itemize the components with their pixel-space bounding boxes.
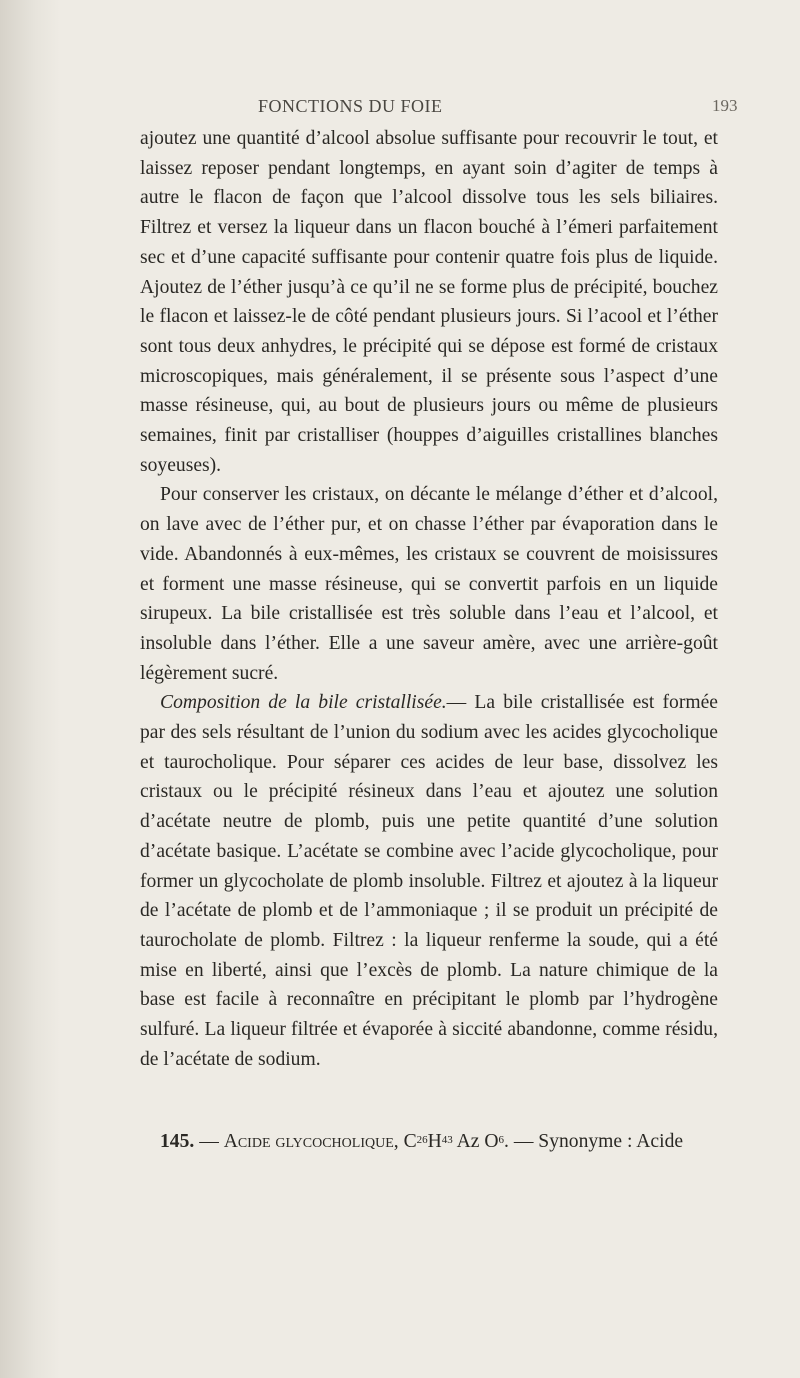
page-number: 193 [712,96,738,115]
compound-entry [160,1127,730,1157]
body-text [140,124,718,1075]
entry-number: 145. [160,1131,195,1152]
entry-tail: . — Synonyme : Acide [504,1131,684,1152]
formula-az-o: Az O [452,1131,499,1152]
paragraph: Pour conserver les cristaux, on décante le mélange d’éther et d’alcool, on lave avec de l’éther pur, et on chasse l’éther par évaporation dans le vide. Abandonnés à eux-mêmes, les cristaux se couvrent de moisissures et forment une masse résineuse, qui se convertit parfois en un liquide sirupeux. La bile cristallisée est très soluble dans l’eau et l’alcool, et insoluble dans l’éther. Elle a une saveur amère, avec une arrière-goût légèrement sucré. [140,484,718,684]
formula-h: H [427,1131,442,1152]
paragraph [140,688,718,1074]
paragraph: ajoutez une quantité d’alcool absolue suffisante pour recouvrir le tout, et laissez reposer pendant longtemps, en ayant soin d’agiter de temps à autre le flacon de façon que l’alcool dissolve tous les sels biliaires. Filtrez et versez la liqueur dans un flacon bouché à l’émeri parfaitement sec et d’une capacité suffisante pour contenir quatre fois plus de liquide. Ajoutez de l’éther jusqu’à ce qu’il ne se forme plus de précipité, bouchez le flacon et laissez-le de côté pendant plusieurs jours. Si l’acool et l’éther sont tous deux anhydres, le précipité qui se dépose est formé de cristaux microscopiques, mais généralement, il se présente sous l’aspect d’une masse résineuse, qui, au bout de plusieurs jours ou même de plusieurs semaines, finit par cristalliser (houppes d’aiguilles cristallines blanches soyeuses). [140,128,718,476]
formula-c-index: 26 [416,1134,428,1146]
formula-o-index: 6 [498,1134,505,1146]
section-heading: Composition de la bile cristallisée. [160,692,447,714]
entry-dash: — [194,1131,224,1152]
page-header [0,96,800,120]
formula-separator: , [393,1131,404,1152]
entry-name: Acide glycocholique [223,1131,394,1152]
formula-c: C [403,1131,417,1152]
formula-h-index: 43 [441,1134,453,1146]
running-head: FONCTIONS DU FOIE [258,96,443,116]
section-text: — La bile cristallisée est formée par des sels résultant de l’union du sodium avec les acides glycocholique et taurocholique. Pour séparer ces acides de leur base, dissolvez les cristaux ou le précipité résineux dans l’eau et ajoutez une solution d’acétate neutre de plomb, puis une petite quantité d’une solution d’acétate basique. L’acétate se combine avec l’acide glycocholique, pour former un glycocholate de plomb insoluble. Filtrez et ajoutez à la liqueur de l’acétate de plomb et de l’ammoniaque ; il se produit un précipité de taurocholate de plomb. Filtrez : la liqueur renferme la soude, qui a été mise en liberté, ainsi que l’excès de plomb. La nature chimique de la base est facile à reconnaître en précipitant le plomb par l’hydrogène sulfuré. La liqueur filtrée et évaporée à siccité abandonne, comme résidu, de l’acétate de sodium. [140,692,718,1070]
